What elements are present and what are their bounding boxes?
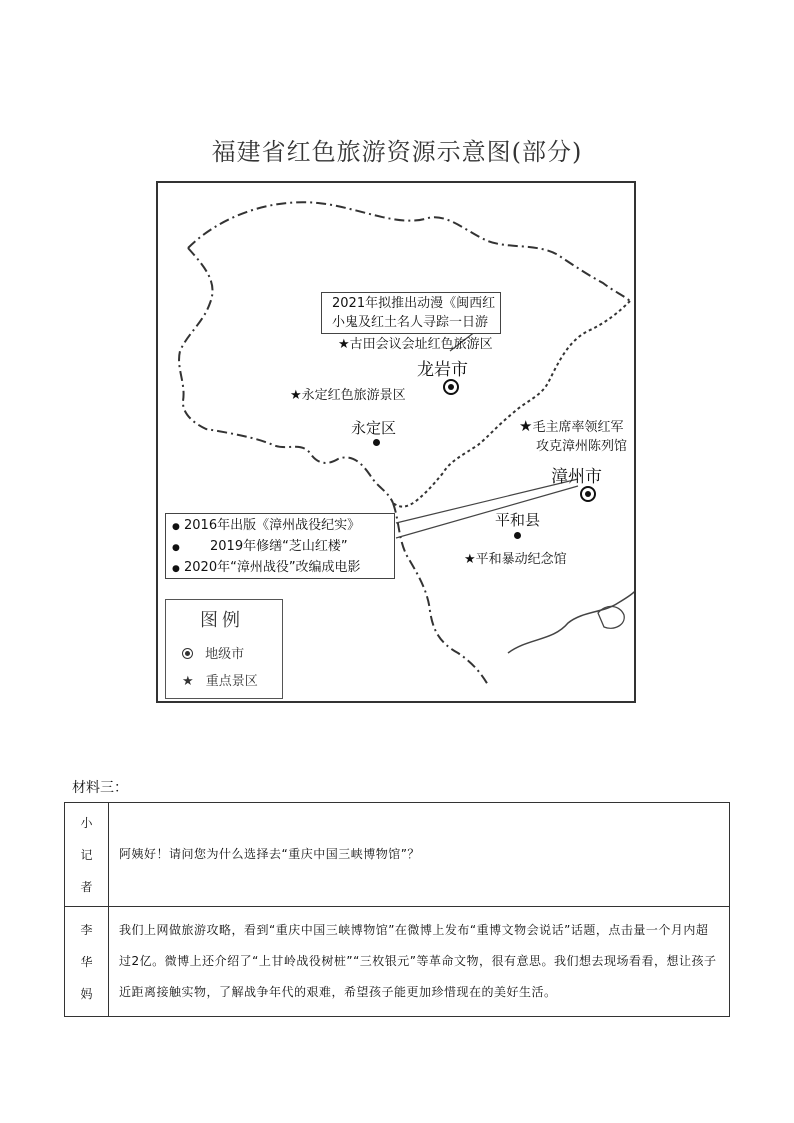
legend-spot-label: 重点景区 <box>205 674 258 689</box>
callout-left-line: ● 2020年“漳州战役”改编成电影 <box>172 560 361 575</box>
legend-city-label: 地级市 <box>205 647 245 662</box>
province-boundary-north <box>188 202 630 301</box>
city-marker-icon <box>182 648 193 659</box>
callout-left <box>165 513 395 579</box>
callout-top-line: 2021年拟推出动漫《闽西红 <box>332 296 496 311</box>
star-icon: ★ <box>338 337 350 352</box>
star-icon: ★ <box>519 417 533 435</box>
spot-gutian <box>338 333 493 352</box>
spot-label: 平和暴动纪念馆 <box>475 552 567 567</box>
interview-table <box>64 802 730 1017</box>
coastline <box>508 588 636 653</box>
city-marker-icon <box>580 486 596 502</box>
material-label: 材料三： <box>72 780 128 796</box>
table-row <box>65 803 730 907</box>
island <box>598 606 624 628</box>
province-boundary-south <box>393 503 488 685</box>
map-title: 福建省红色旅游资源示意图(部分) <box>211 138 583 166</box>
legend-row-spot <box>182 670 258 689</box>
speaker-cell: 小 记 者 <box>65 803 109 907</box>
callout-left-line: ● 2019年修缮“芝山红楼” <box>172 539 348 554</box>
star-icon: ★ <box>182 674 194 689</box>
speaker-cell: 李 华 妈 <box>65 907 109 1017</box>
city-marker-icon <box>443 379 459 395</box>
callout-top <box>321 292 501 334</box>
callout-left-line: ● 2016年出版《漳州战役纪实》 <box>172 518 361 533</box>
callout-top-line: 小鬼及红土名人寻踪一日游 <box>332 315 489 330</box>
spot-yongding <box>290 384 406 403</box>
map-frame <box>156 181 636 703</box>
spot-label: 古田会议会址红色旅游区 <box>349 337 493 352</box>
legend-row-city <box>182 643 244 662</box>
table-row <box>65 907 730 1017</box>
province-boundary-west <box>179 248 393 503</box>
callout-left-pointer-2 <box>396 486 578 538</box>
county-yongding-label: 永定区 <box>351 419 397 437</box>
spot-label: 毛主席率领红军 <box>532 420 624 435</box>
spot-label: 永定红色旅游景区 <box>301 388 406 403</box>
dialogue-cell: 我们上网做旅游攻略，看到“重庆中国三峡博物馆”在微博上发布“重博文物会说话”话题，点击量一个月内超过2亿。微博上还介绍了“上甘岭战役树桩”“三枚银元”等革命文物，很有意思。我们想去现场看看，想让孩子近距离接触实物，了解战争年代的艰难，希望孩子能更加珍惜现在的美好生活。 <box>109 907 730 1017</box>
star-icon: ★ <box>464 552 476 567</box>
spot-pinghe <box>464 548 567 567</box>
spot-label: 攻克漳州陈列馆 <box>536 439 628 454</box>
dialogue-cell: 阿姨好！请问您为什么选择去“重庆中国三峡博物馆”？ <box>109 803 730 907</box>
map-legend <box>165 599 283 699</box>
city-zhangzhou-label: 漳州市 <box>551 467 602 487</box>
county-dot <box>373 439 380 446</box>
star-icon: ★ <box>290 388 302 403</box>
county-dot <box>514 532 521 539</box>
spot-zhangzhou-memorial <box>519 417 627 456</box>
county-pinghe-label: 平和县 <box>495 511 541 529</box>
legend-title: 图例 <box>200 610 244 631</box>
city-longyan-label: 龙岩市 <box>417 360 468 380</box>
